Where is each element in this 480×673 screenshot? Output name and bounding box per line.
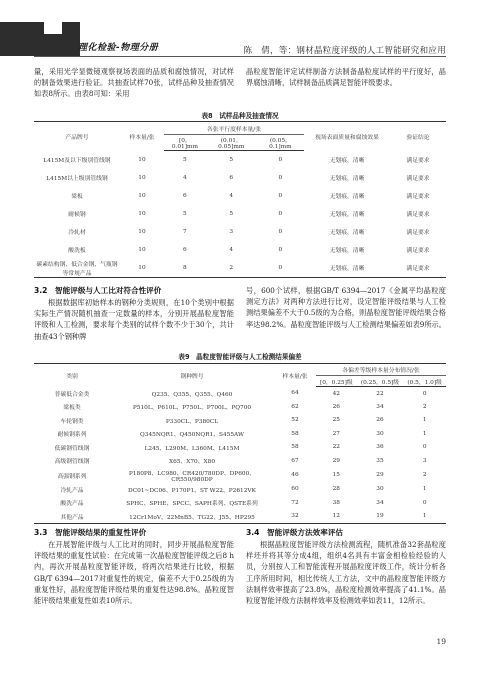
table9-header-deviation-group: 各偏差等级样本量分布情况/张 [316, 364, 446, 376]
section-3-4-paragraph: 根据晶粒度智能评级方法检测流程，随机准备32套晶粒度样坯并将其等分成4组，组织4名具有丰富金相检验经验的人员，分别按人工和智能流程开展晶粒度评级工作，统计分析各工序所用时间，相比传统人工方法，文中的晶粒度智能评级方法制样效率提高了23.8%，晶粒度检测效率提高了41.1%。晶粒度智能评级方法制样效率及检测效率如表11，12所示。 [246, 540, 446, 606]
table9-cell: DC01~DC06、P170P1、ST W22、P2612VK [128, 487, 256, 494]
section-3-2-heading: 3.2 智能评级与人工比对符合性评价 [34, 286, 162, 295]
table9-cell: 52 [291, 417, 299, 424]
table8-cell: 5 [183, 210, 187, 217]
table9-cell: X65、X70、X80 [168, 459, 216, 466]
table8-cell: 7 [183, 228, 187, 235]
table9-cell: 0 [422, 444, 427, 451]
table9-header-count: 样本量/张 [274, 364, 316, 387]
table8-row [34, 151, 446, 169]
table9-cell: 58 [291, 444, 299, 451]
table9-cell: 22 [332, 444, 340, 451]
table9-cell: 12 [316, 510, 357, 524]
table8-cell: 5 [229, 156, 234, 163]
table9-cell: 60 [291, 486, 299, 493]
table8-cell: 4 [183, 174, 187, 181]
table8-cell: 10 [138, 174, 146, 181]
table9-cell: P180P8、LC980、CR420/780DP、DP600、CR550/980DP [128, 470, 256, 483]
table8-header-product: 产品牌号 [34, 122, 120, 151]
table8-cell: 满足要求 [390, 259, 446, 278]
table9-header-category: 类别 [34, 364, 110, 387]
table9-cell: 26 [332, 403, 340, 410]
table9-cell: 30 [376, 486, 384, 493]
table9-cell: 梁板类 [63, 405, 81, 412]
table9-cell: 2 [422, 403, 427, 410]
table9-cell: 46 [291, 472, 299, 478]
table8-row [34, 223, 446, 241]
journal-logo-notch [44, 22, 62, 34]
table8-cell: 0 [278, 192, 283, 199]
intro-right-paragraph: 晶粒度智能评定试样制备方法制备晶粒度试样的平行度好，晶界腐蚀清晰，试样制备品质满足智能评级要求。 [246, 67, 446, 88]
table9-cell: 1 [403, 510, 446, 524]
table8-row [34, 241, 446, 259]
table9-row [34, 387, 446, 401]
table8-header-range: [0，0.01]mm [164, 135, 206, 151]
table9-cell: SPHC、SPHE、SPCC、SAPH系列、QSTE系列 [126, 501, 258, 508]
table9-cell: 58 [291, 430, 299, 437]
table8-cell: 无划痕，清晰 [304, 259, 390, 278]
journal-logo-mark [0, 22, 80, 56]
table8-cell: 10 [138, 210, 146, 217]
table9-cell: 35 [376, 457, 384, 464]
table9-row [34, 441, 446, 455]
table9-cell: P510L、P610L、P750L、P700L、PQ700 [132, 405, 252, 412]
section-3-4-heading: 3.4 智能评级方法效率评估 [246, 528, 343, 537]
table9-cell: 车轮钢类 [60, 418, 84, 425]
table9 [34, 363, 446, 524]
table9-cell: 2 [422, 472, 427, 478]
table9-cell: 36 [376, 444, 384, 451]
table8-cell: 6 [183, 192, 187, 199]
table8-header-range: (0.01，0.05]mm [206, 135, 257, 151]
table8-cell: 无划痕，清晰 [329, 176, 365, 182]
table9-cell: 42 [332, 390, 340, 397]
table9-cell: Q235、Q355、Q355、Q460 [151, 391, 233, 398]
table8-cell: 0 [278, 228, 283, 235]
table8-row [34, 259, 446, 278]
table9-cell: 冷轧产品 [60, 487, 84, 494]
table8-cell: 10 [138, 156, 146, 163]
table8-cell: 10 [138, 192, 146, 199]
table8-row [34, 187, 446, 205]
table8-header-range: (0.05，0.1]mm [257, 135, 304, 151]
table8-cell: 无划痕，清晰 [329, 158, 365, 164]
table9-cell: 高强钢系列 [57, 473, 87, 480]
table8-cell: 10 [138, 246, 146, 253]
table8-cell: L415M以上级别管线钢 [46, 176, 108, 182]
table9-cell: 64 [291, 390, 299, 397]
table9-cell: 28 [332, 486, 340, 493]
table8-header-conclusion: 验证结论 [390, 122, 446, 151]
section-3-2-left-paragraph: 根据数据库初始样本的钢种分类规则，在10个类别中根据实际生产情况随机抽查一定数量的样本，分别开展晶粒度智能评级和人工检测，要求每个类别的试样个数不少于30个，共计抽查43个钢种牌 [34, 298, 234, 341]
section-3-3-paragraph: 在开展智能评级与人工比对的同时，同步开展晶粒度智能评级结果的重复性试验：在完成第一次晶粒度智能评级之后8 h内，再次开展晶粒度智能评级，将两次结果进行比较，根据GB/T 6394—2017对重复性的规定，偏差不大于0.25级的为重复性好，晶粒度智能评级结果的重复性达98.8%。晶粒度智能评级结果重复性如表10所示。 [34, 540, 234, 606]
table9-header-range: [0，0.25]级 [316, 376, 357, 387]
table8-row [34, 169, 446, 187]
table9-cell: 22 [376, 390, 384, 397]
table9-cell: 高级钢管线钢 [54, 459, 90, 466]
table8-cell: 0 [278, 174, 283, 181]
table8-cell: 无划痕，清晰 [329, 230, 365, 236]
table9-row [34, 510, 446, 524]
table9-row [34, 468, 446, 483]
table9-cell: 25 [332, 417, 340, 424]
table8-cell: L415M及以下级别管线钢 [43, 158, 111, 164]
table8-cell: 2 [206, 259, 257, 278]
table8-cell: 0 [257, 259, 304, 278]
table9-cell: 30 [376, 430, 384, 437]
table8-header-count: 样本量/张 [120, 122, 164, 151]
running-title: 陈 倩，等：钢材晶粒度评级的人工智能研究和应用 [243, 46, 446, 56]
table9-header-range: (0.25，0.5]级 [357, 376, 404, 387]
table9-cell: 34 [376, 499, 384, 506]
table9-caption: 表9 晶粒度智能评级与人工检测结果偏差 [178, 353, 302, 361]
table8-cell: 酸洗板 [68, 248, 86, 254]
table9-row [34, 414, 446, 428]
table8-cell: 0 [278, 210, 283, 217]
table9-row [34, 496, 446, 510]
table9-row [34, 483, 446, 497]
table8-cell: 6 [229, 174, 234, 181]
table8-cell: 4 [229, 192, 234, 199]
table9-cell: 29 [332, 457, 340, 464]
table9-cell: 12Cr1MoV、22MnB5、TG22、J55、HP295 [110, 510, 274, 524]
table9-cell: 27 [332, 430, 340, 437]
table8-cell: 冷轧材 [68, 230, 86, 236]
table8-cell: 4 [229, 246, 234, 253]
table9-cell: 62 [291, 403, 299, 410]
table9-cell: 38 [332, 499, 340, 506]
table9-header-grades: 钢种牌号 [110, 364, 274, 387]
table9-cell: 1 [422, 417, 427, 424]
section-3-2-right-paragraph: 号，600个试样，根据GB/T 6394—2017《金属平均晶粒度测定方法》对两种方法进行比对，设定智能评级结果与人工检测结果偏差不大于0.5级的为合格，则晶粒度智能评级结果合格率达98.2%。晶粒度智能评级与人工检测结果偏差如表9所示。 [246, 286, 446, 329]
table8-cell: 10 [120, 259, 164, 278]
table9-cell: L245、L290M、L360M、L415M [144, 445, 240, 452]
table8-cell: 5 [229, 210, 234, 217]
table9-cell: 其他产品 [34, 510, 110, 524]
table9-row [34, 427, 446, 441]
table8 [34, 121, 446, 278]
table9-cell: 26 [376, 417, 384, 424]
table8-cell: 6 [183, 246, 187, 253]
table9-cell: 1 [422, 486, 427, 493]
table8-cell: 梁板 [71, 194, 83, 200]
table8-header-flatness-group: 各张平行度样本量/张 [164, 122, 304, 135]
section-3-3-heading: 3.3 智能评级结果的重复性评价 [34, 528, 147, 537]
table9-cell: 普碳低合金类 [54, 391, 90, 398]
table8-row [34, 205, 446, 223]
table8-cell: 满足要求 [406, 194, 430, 200]
table9-cell: 67 [291, 457, 299, 464]
table9-cell: 29 [376, 472, 384, 478]
table8-cell: 0 [278, 246, 283, 253]
table8-cell: 满足要求 [406, 176, 430, 182]
table8-cell: 满足要求 [406, 158, 430, 164]
table8-cell: 碳素结构钢、低合金钢、气瓶钢等常规产品 [34, 259, 120, 278]
table9-cell: 32 [274, 510, 316, 524]
table9-cell: 3 [422, 457, 427, 464]
table9-cell: 耐候钢系列 [57, 432, 87, 439]
table8-cell: 3 [229, 228, 234, 235]
table9-header-range: (0.5，1.0]级 [403, 376, 446, 387]
page-number: 19 [436, 637, 446, 646]
table8-header-view: 视场表面质量和腐蚀效果 [304, 122, 390, 151]
table8-cell: 耐候钢 [68, 212, 86, 218]
table9-cell: 15 [332, 472, 340, 478]
table9-cell: 酸洗产品 [60, 501, 84, 508]
table9-cell: 72 [291, 499, 299, 506]
table8-cell: 满足要求 [406, 212, 430, 218]
table9-row [34, 454, 446, 468]
table8-cell: 无划痕，清晰 [329, 212, 365, 218]
table9-cell: 34 [376, 403, 384, 410]
table8-cell: 满足要求 [406, 230, 430, 236]
table8-cell: 5 [183, 156, 187, 163]
table8-cell: 8 [164, 259, 206, 278]
table8-cell: 满足要求 [406, 248, 430, 254]
table9-cell: 0 [422, 390, 427, 397]
table9-row [34, 400, 446, 414]
header-rule [34, 56, 446, 57]
table9-cell: 19 [357, 510, 404, 524]
page-header [0, 0, 480, 70]
table8-cell: 无划痕，清晰 [329, 248, 365, 254]
table8-cell: 0 [278, 156, 283, 163]
table9-cell: 1 [422, 430, 427, 437]
table8-cell: 无划痕，清晰 [329, 194, 365, 200]
journal-logo-text: 理化检验-物理分册 [78, 43, 159, 53]
table8-caption: 表8 试样品种及抽查情况 [201, 112, 279, 120]
table9-cell: Q345NQR1、Q450NQR1、S455AW [140, 432, 244, 439]
table9-cell: 0 [422, 499, 427, 506]
table9-cell: P330CL、P380CL [165, 418, 219, 425]
table8-cell: 10 [138, 228, 146, 235]
table9-cell: 低碳钢管线钢 [54, 445, 90, 452]
intro-left-paragraph: 量，采用光学显微镜观察视场表面的品质和腐蚀情况，对试样的制备效果进行验证。共抽查试样70张，试样品种及抽查情况如表8所示。由表8可知：采用 [34, 67, 234, 99]
